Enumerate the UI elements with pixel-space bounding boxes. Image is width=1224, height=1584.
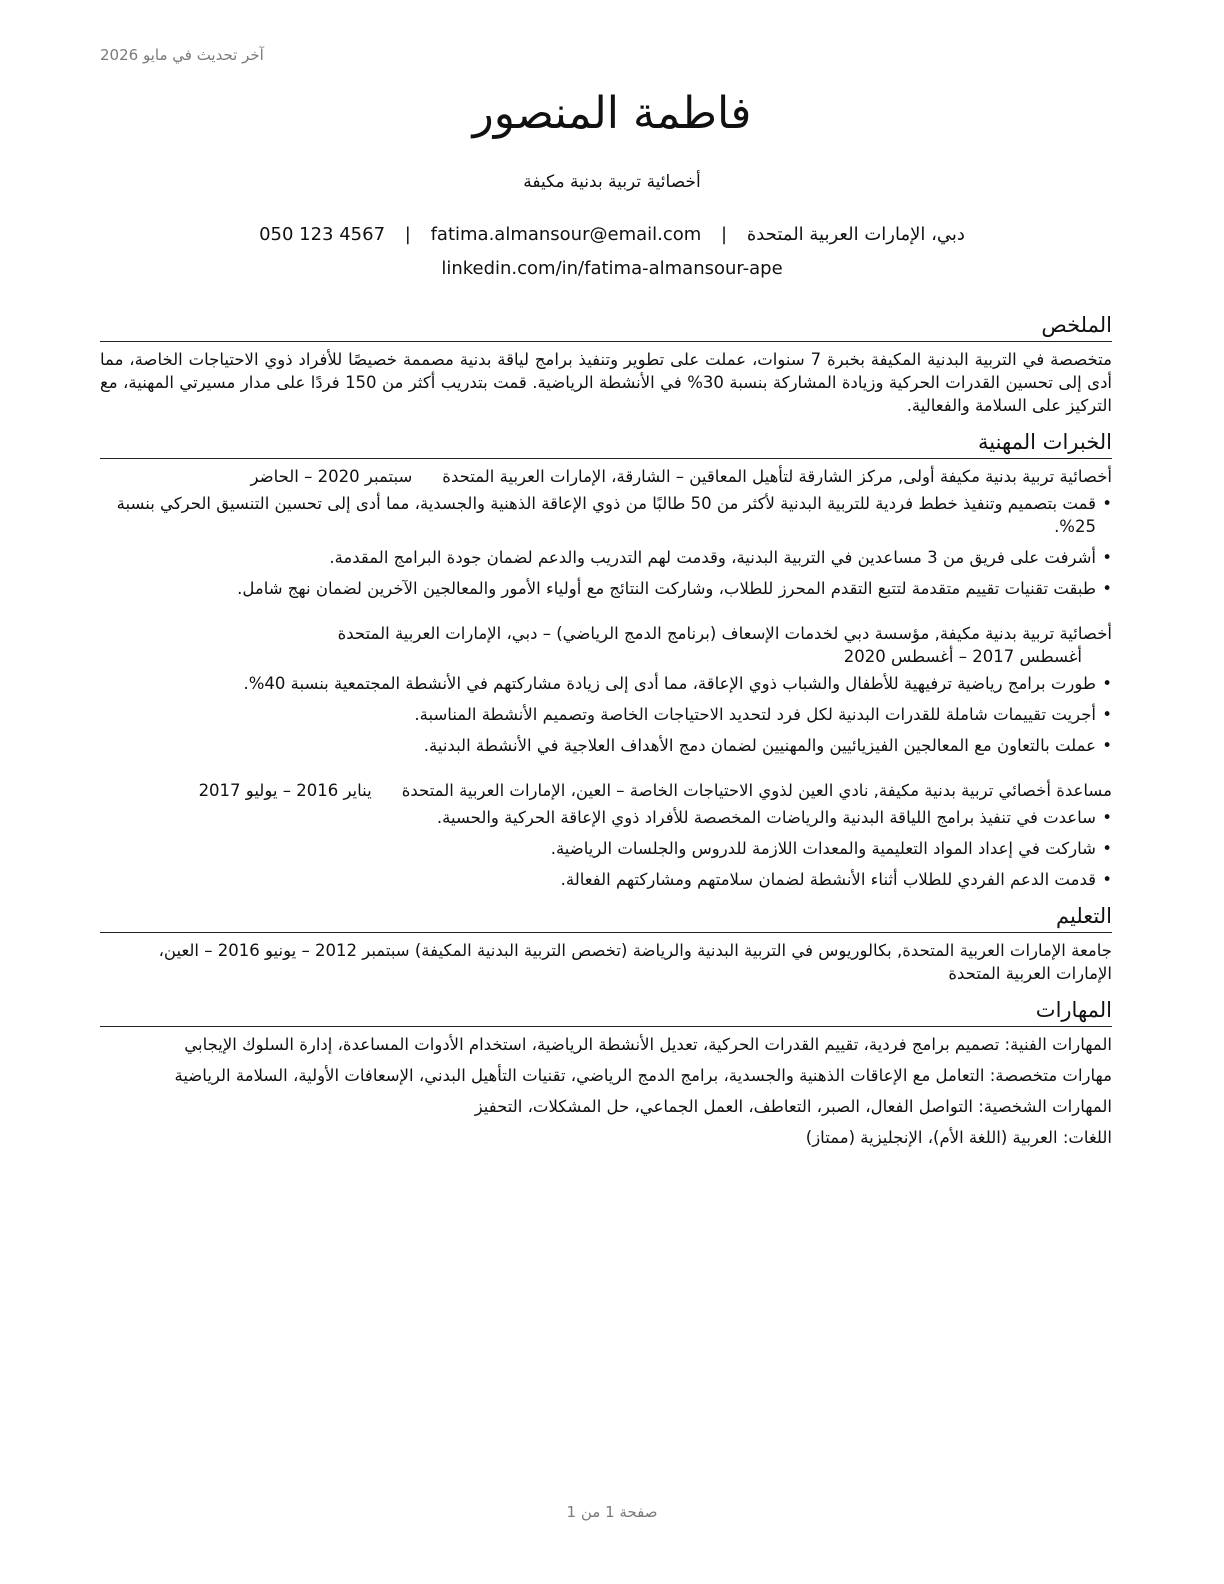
skills-row: المهارات الشخصية: التواصل الفعال، الصبر، التعاطف، العمل الجماعي، حل المشكلات، التحفيز: [474, 1097, 1112, 1116]
job-entry: [100, 465, 1112, 600]
job-role-employer: مساعدة أخصائي تربية بدنية مكيفة, نادي العين لذوي الاحتياجات الخاصة – العين، الإمارات العربية المتحدة: [401, 781, 1112, 800]
education-entry: جامعة الإمارات العربية المتحدة, بكالوريوس في التربية البدنية والرياضة (تخصص التربية البدنية المكيفة) سبتمبر 2012 – يونيو 2016 – العين، الإمارات العربية المتحدة: [158, 941, 1112, 983]
contact-separator: |: [404, 224, 411, 245]
job-role-employer: أخصائية تربية بدنية مكيفة أولى, مركز الشارقة لتأهيل المعاقين – الشارقة، الإمارات العربية المتحدة: [442, 467, 1112, 486]
job-bullet: • عملت بالتعاون مع المعالجين الفيزيائيين والمهنيين لضمان دمج الأهداف العلاجية في الأنشطة البدنية.: [100, 734, 1112, 757]
skills-row: المهارات الفنية: تصميم برامج فردية، تقييم القدرات الحركية، تعديل الأنشطة الرياضية، استخدام الأدوات المساعدة، إدارة السلوك الإيجابي: [184, 1035, 1112, 1054]
job-entry: [100, 622, 1112, 757]
contact-line: [0, 224, 1224, 245]
job-dates: أغسطس 2017 – أغسطس 2020: [843, 647, 1082, 666]
job-bullet: • شاركت في إعداد المواد التعليمية والمعدات اللازمة للدروس والجلسات الرياضية.: [100, 837, 1112, 860]
job-bullet: • طبقت تقنيات تقييم متقدمة لتتبع التقدم المحرز للطلاب، وشاركت النتائج مع أولياء الأمور والمعالجين الآخرين لضمان نهج شامل.: [100, 577, 1112, 600]
location-text: دبي، الإمارات العربية المتحدة: [746, 224, 965, 245]
section-heading-summary: الملخص: [100, 312, 1112, 342]
job-role-employer: أخصائية تربية بدنية مكيفة, مؤسسة دبي لخدمات الإسعاف (برنامج الدمج الرياضي) – دبي، الإمارات العربية المتحدة: [337, 624, 1112, 643]
job-bullets: [100, 492, 1112, 600]
page-number: صفحة 1 من 1: [566, 1503, 658, 1521]
skills-row: اللغات: العربية (اللغة الأم)، الإنجليزية (ممتاز): [805, 1128, 1112, 1147]
resume-body: [100, 312, 1112, 1161]
experience-section: [100, 429, 1112, 891]
job-bullet: • ساعدت في تنفيذ برامج اللياقة البدنية والرياضات المخصصة للأفراد ذوي الإعاقة الحركية والحسية.: [100, 806, 1112, 829]
job-header: [100, 465, 1112, 488]
job-bullets: [100, 806, 1112, 891]
job-dates: سبتمبر 2020 – الحاضر: [250, 467, 413, 486]
job-bullets: [100, 672, 1112, 757]
job-dates: يناير 2016 – يوليو 2017: [198, 781, 372, 800]
section-heading-experience: الخبرات المهنية: [100, 429, 1112, 459]
job-header: [100, 622, 1112, 668]
section-heading-skills: المهارات: [100, 997, 1112, 1027]
phone-text: 050 123 4567: [259, 224, 386, 245]
education-section: [100, 903, 1112, 985]
skills-row: مهارات متخصصة: التعامل مع الإعاقات الذهنية والجسدية، برامج الدمج الرياضي، تقنيات التأهيل البدني، الإسعافات الأولية، السلامة الرياضية: [174, 1066, 1112, 1085]
job-entry: [100, 779, 1112, 891]
section-heading-education: التعليم: [100, 903, 1112, 933]
summary-section: [100, 312, 1112, 417]
email-link[interactable]: fatima.almansour@email.com: [430, 224, 702, 245]
summary-text: متخصصة في التربية البدنية المكيفة بخبرة 7 سنوات، عملت على تطوير وتنفيذ برامج لياقة بدنية مصممة خصيصًا للأفراد ذوي الاحتياجات الخاصة، مما أدى إلى تحسين القدرات الحركية وزيادة المشاركة بنسبة 30% في الأنشطة الرياضية. قمت بتدريب أكثر من 150 فردًا على مدار مسيرتي المهنية، مع التركيز على السلامة والفعالية.: [100, 350, 1113, 415]
job-bullet: • طورت برامج رياضية ترفيهية للأطفال والشباب ذوي الإعاقة، مما أدى إلى زيادة مشاركتهم في الأنشطة المجتمعية بنسبة 40%.: [100, 672, 1112, 695]
candidate-title: أخصائية تربية بدنية مكيفة: [523, 172, 701, 192]
skills-section: [100, 997, 1112, 1149]
candidate-name: فاطمة المنصور: [472, 88, 752, 139]
job-header: [100, 779, 1112, 802]
job-bullet: • قدمت الدعم الفردي للطلاب أثناء الأنشطة لضمان سلامتهم ومشاركتهم الفعالة.: [100, 868, 1112, 891]
last-updated-note: آخر تحديث في مايو 2026: [100, 46, 264, 64]
job-bullet: • قمت بتصميم وتنفيذ خطط فردية للتربية البدنية لأكثر من 50 طالبًا من ذوي الإعاقة الذهنية والجسدية، مما أدى إلى تحسين التنسيق الحركي بنسبة 25%.: [100, 492, 1112, 538]
contact-separator: |: [721, 224, 728, 245]
linkedin-link[interactable]: linkedin.com/in/fatima-almansour-ape: [441, 258, 783, 279]
job-bullet: • أشرفت على فريق من 3 مساعدين في التربية البدنية، وقدمت لهم التدريب والدعم لضمان جودة البرامج المقدمة.: [100, 546, 1112, 569]
job-bullet: • أجريت تقييمات شاملة للقدرات البدنية لكل فرد لتحديد الاحتياجات الخاصة وتصميم الأنشطة المناسبة.: [100, 703, 1112, 726]
